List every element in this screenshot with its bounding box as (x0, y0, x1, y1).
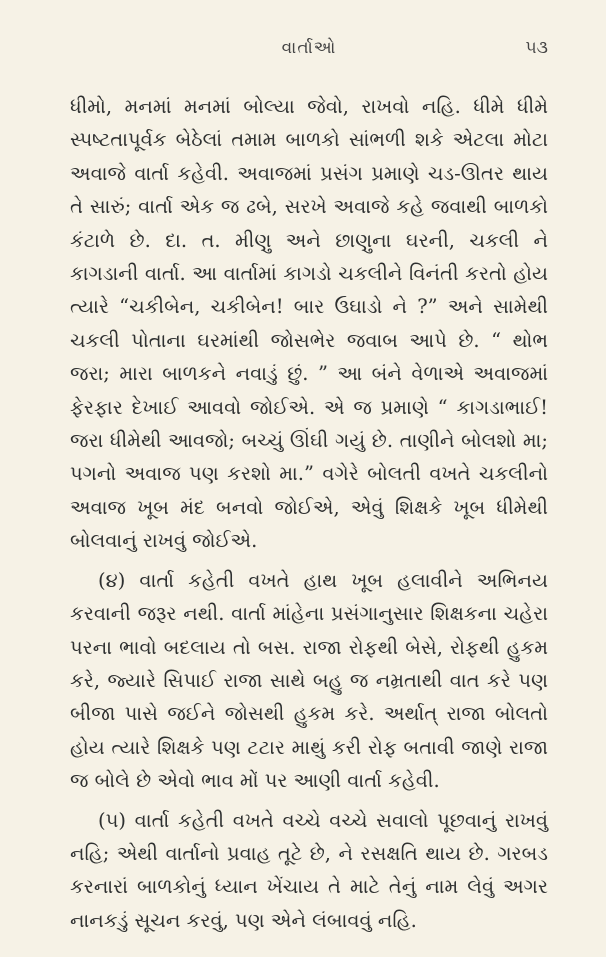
paragraph-5: (૫) વાર્તા કહેતી વખતે વચ્ચે વચ્ચે સવાલો પૂછવાનું રાખવું નહિ; એથી વાર્તાનો પ્રવાહ તૂટે છે, ને રસક્ષતિ થાય છે. ગરબડ કરનારાં બાળકોનું ધ્યાન ખેંચાય તે માટે તેનું નામ લેવું અગર નાનકડું સૂચન કરવું, પણ એને લંબાવવું નહિ. (70, 808, 548, 932)
page-header (70, 38, 548, 76)
body-text (70, 90, 548, 937)
running-head: વાર્તાઓ (281, 38, 337, 58)
paragraph-continued: ધીમો, મનમાં મનમાં બોલ્યા જેવો, રાખવો નહિ. ધીમે ધીમે સ્પષ્ટતાપૂર્વક બેઠેલાં તમામ બાળકો સાંભળી શકે એટલા મોટા અવાજે વાર્તા કહેવી. અવાજમાં પ્રસંગ પ્રમાણે ચડ-ઊતર થાય તે સારું; વાર્તા એક જ ઢબે, સરખે અવાજે કહે જવાથી બાળકો કંટાળે છે. દા. ત. મીણુ અને છાણુના ઘરની, ચકલી ને કાગડાની વાર્તા. આ વાર્તામાં કાગડો ચકલીને વિનંતી કરતો હોય ત્યારે “ચકીબેન, ચકીબેન! બાર ઉઘાડો ને ?” અને સામેથી ચકલી પોતાના ઘરમાંથી જોસભેર જવાબ આપે છે. “ થોભ જરા; મારા બાળકને નવાડું છું. ” આ બંને વેળાએ અવાજમાં ફેરફાર દેખાઈ આવવો જોઈએ. એ જ પ્રમાણે “ કાગડાભાઈ! જરા ધીમેથી આવજો; બચ્ચું ઊંઘી ગયું છે. તાણીને બોલશો મા; પગનો અવાજ પણ કરશો મા.” વગેરે બોલતી વખતે ચકલીનો અવાજ ખૂબ મંદ બનવો જોઈએ, એવું શિક્ષકે ખૂબ ધીમેથી બોલવાનું રાખવું જોઈએ. (70, 95, 548, 553)
paragraph-4: (૪) વાર્તા કહેતી વખતે હાથ ખૂબ હલાવીને અભિનય કરવાની જરૂર નથી. વાર્તા માંહેના પ્રસંગાનુસાર શિક્ષકના ચહેરા પરના ભાવો બદલાય તો બસ. રાજા રોફથી બેસે, રોફથી હુકમ કરે, જ્યારે સિપાઈ રાજા સાથે બહુ જ નમ્રતાથી વાત કરે પણ બીજા પાસે જઈને જોસથી હુકમ કરે. અર્થાત્ રાજા બોલતો હોય ત્યારે શિક્ષકે પણ ટટાર માથું કરી રોફ બતાવી જાણે રાજા જ બોલે છે એવો ભાવ મોં પર આણી વાર્તા કહેવી. (70, 568, 548, 793)
page-number: ૫૩ (525, 38, 548, 58)
